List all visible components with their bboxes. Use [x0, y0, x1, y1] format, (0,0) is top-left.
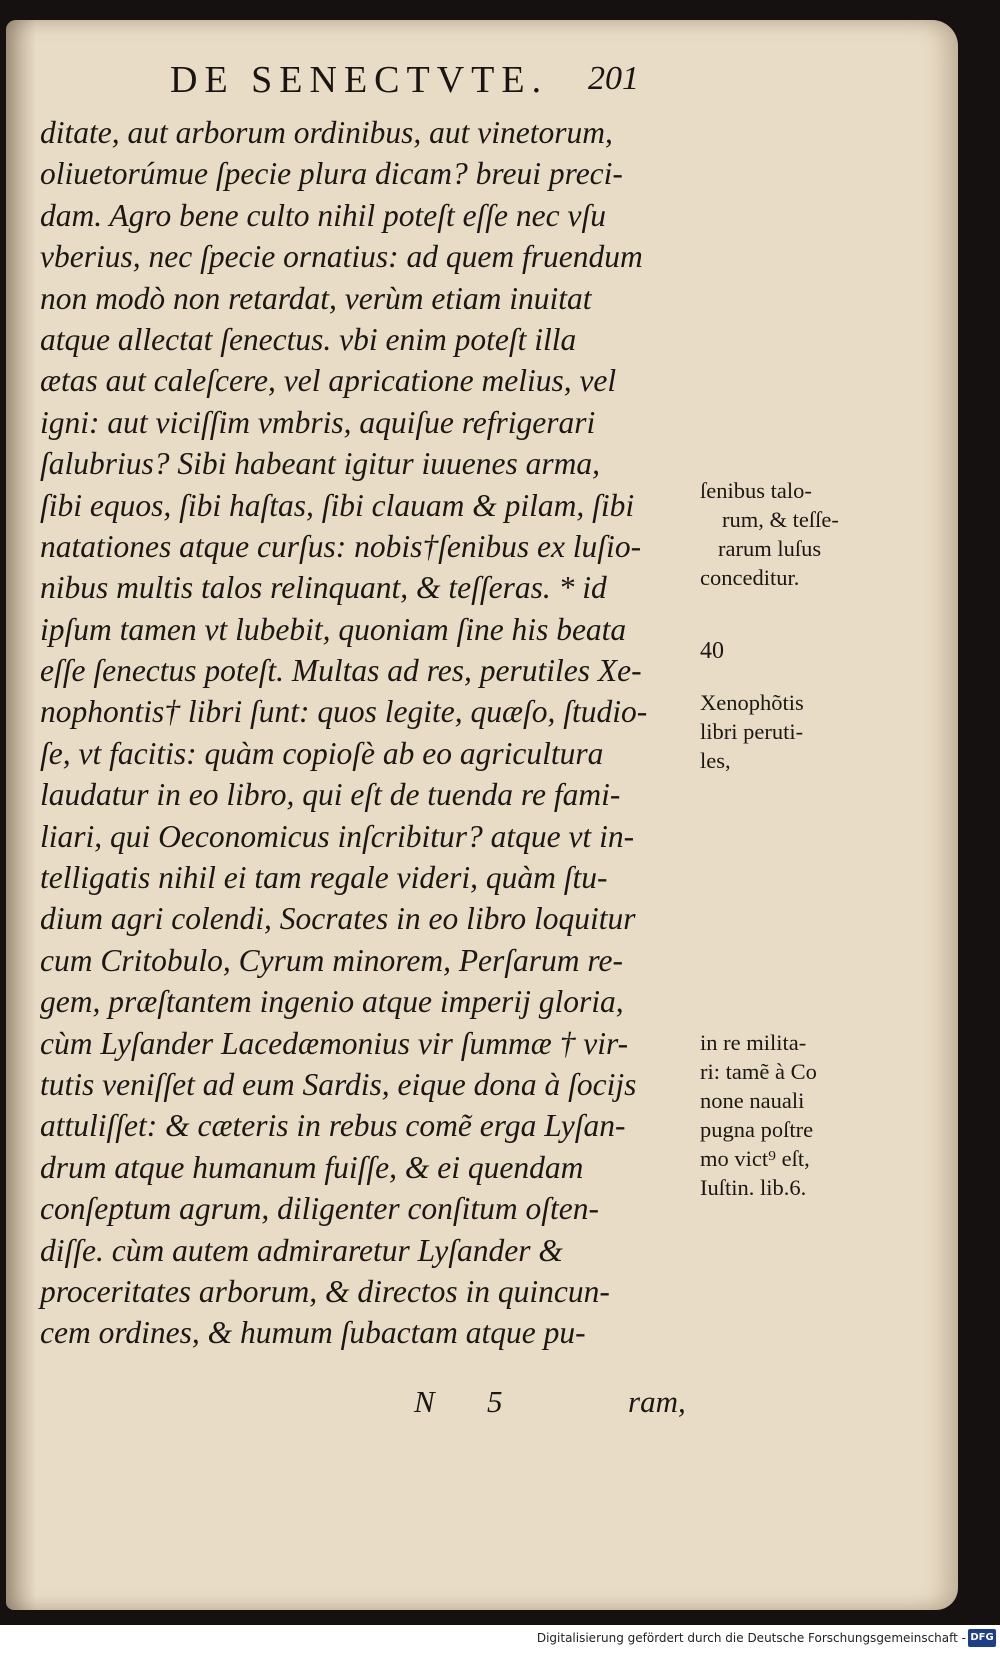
- margin-note-xenophon: [700, 688, 875, 775]
- margin-note-line: none nauali: [700, 1088, 805, 1113]
- text-line: proceritates arborum, & directos in quincun-: [40, 1273, 610, 1309]
- margin-note-line: ſenibus talo-: [700, 478, 812, 503]
- text-line: ſe, vt facitis: quàm copioſè ab eo agricultura: [40, 735, 604, 771]
- text-line: eſſe ſenectus poteſt. Multas ad res, perutiles Xe-: [40, 653, 642, 689]
- margin-note-line: Iuſtin. lib.6.: [700, 1175, 807, 1200]
- text-line: igni: aut viciſſim vmbris, aquiſue refrigerari: [40, 404, 596, 440]
- text-line: telligatis nihil ei tam regale videri, quàm ſtu-: [40, 860, 608, 896]
- text-line: ſalubrius? Sibi habeant igitur iuuenes arma,: [40, 446, 601, 482]
- dfg-logo: DFG: [968, 1629, 996, 1647]
- margin-note-line: rarum luſus: [718, 536, 822, 561]
- running-head-title: DE SENECTVTE.: [170, 59, 549, 101]
- margin-note-line: pugna poſtre: [700, 1117, 814, 1142]
- margin-note-line: ri: tamẽ à Co: [700, 1059, 817, 1084]
- text-line: cùm Lyſander Lacedæmonius vir ſummæ † vir-: [40, 1025, 629, 1061]
- margin-note-lysander: [700, 1028, 875, 1202]
- text-line: cum Critobulo, Cyrum minorem, Perſarum re-: [40, 942, 623, 978]
- signature-mark: N: [414, 1384, 435, 1419]
- text-line: ſibi equos, ſibi haſtas, ſibi clauam & pilam, ſibi: [40, 487, 635, 523]
- margin-note-line: mo vict⁹ eſt,: [700, 1146, 810, 1171]
- text-line: ætas aut caleſcere, vel apricatione melius, vel: [40, 363, 617, 399]
- digitization-footer: [0, 1625, 1000, 1655]
- funding-credit: Digitalisierung gefördert durch die Deutsche Forschungsgemeinschaft -: [536, 1631, 966, 1645]
- text-line: conſeptum agrum, diligenter conſitum oſten-: [40, 1191, 600, 1227]
- text-line: cem ordines, & humum ſubactam atque pu-: [40, 1315, 586, 1351]
- text-line: tutis veniſſet ad eum Sardis, eique dona à ſocijs: [40, 1066, 637, 1102]
- text-line: liari, qui Oeconomicus inſcribitur? atque vt in-: [40, 818, 635, 854]
- margin-note-line: rum, & teſſe-: [722, 507, 839, 532]
- text-line: dam. Agro bene culto nihil poteſt eſſe nec vſu: [40, 197, 606, 233]
- margin-note-line: les,: [700, 748, 731, 773]
- margin-note-line: libri peruti-: [700, 719, 804, 744]
- text-line: oliuetorúmue ſpecie plura dicam? breui preci-: [40, 156, 623, 192]
- margin-note-line: in re milita-: [700, 1030, 807, 1055]
- text-line: non modò non retardat, verùm etiam inuitat: [40, 280, 592, 316]
- margin-note-talos: [700, 476, 875, 592]
- text-line: nibus multis talos relinquant, & teſſeras. * id: [40, 570, 607, 606]
- page-gutter-shadow: [6, 20, 36, 1610]
- catchword: ram,: [628, 1384, 686, 1419]
- page-number: 201: [588, 60, 639, 97]
- running-head: [170, 58, 670, 108]
- margin-line-number: 40: [700, 638, 724, 664]
- body-text: [40, 112, 690, 1354]
- text-line: nophontis† libri ſunt: quos legite, quæſo, ſtudio-: [40, 694, 648, 730]
- signature-number: 5: [487, 1384, 503, 1419]
- text-line: atque allectat ſenectus. vbi enim poteſt illa: [40, 321, 577, 357]
- text-line: gem, præſtantem ingenio atque imperij gloria,: [40, 984, 624, 1020]
- text-line: ditate, aut arborum ordinibus, aut vinetorum,: [40, 115, 613, 150]
- text-line: laudatur in eo libro, qui eſt de tuenda re fami-: [40, 777, 621, 813]
- text-line: attuliſſet: & cæteris in rebus comẽ erga Lyſan-: [40, 1108, 626, 1144]
- text-line: natationes atque curſus: nobis†ſenibus ex luſio-: [40, 528, 642, 564]
- text-line: dium agri colendi, Socrates in eo libro loquitur: [40, 901, 636, 937]
- margin-note-line: conceditur.: [700, 565, 800, 590]
- text-line: drum atque humanum fuiſſe, & ei quendam: [40, 1149, 584, 1185]
- text-line: diſſe. cùm autem admiraretur Lyſander &: [40, 1232, 563, 1268]
- margin-note-line: Xenophõtis: [700, 690, 804, 715]
- text-line: vberius, nec ſpecie ornatius: ad quem fruendum: [40, 239, 643, 275]
- text-line: ipſum tamen vt lubebit, quoniam ſine his beata: [40, 611, 627, 647]
